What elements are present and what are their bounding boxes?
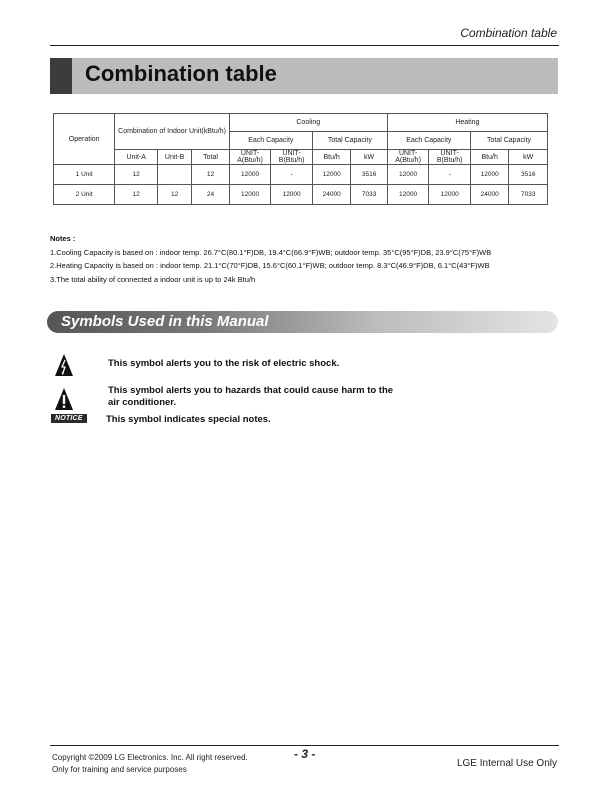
note-item: 2.Heating Capacity is based on : indoor temp. 21.1°C(70°F)DB, 15.6°C(60.1°F)WB; outdoor temp. 8.3°C(46.9°F)DB, 6.1°C(43°F)WB [50, 261, 490, 270]
cell-total: 12 [192, 165, 229, 185]
hazard-text-line2: air conditioner. [108, 397, 177, 408]
hazard-symbol-text [108, 385, 393, 409]
header-operation: Operation [54, 114, 115, 165]
cell-cooling-btuh: 12000 [312, 165, 350, 185]
cell-heating-kw: 7033 [509, 185, 548, 205]
cell-cooling-unit-a: 12000 [229, 185, 271, 205]
cell-unit-a: 12 [115, 165, 158, 185]
symbols-heading-bar [47, 311, 558, 333]
electric-shock-warning-icon [55, 354, 73, 381]
cell-heating-unit-a: 12000 [387, 185, 429, 205]
subheader-heating-unit-b: UNIT-B(Btu/h) [429, 150, 471, 165]
header-combination: Combination of Indoor Unit(kBtu/h) [115, 114, 229, 150]
header-cooling-total-capacity: Total Capacity [312, 132, 387, 150]
header-divider [50, 45, 559, 46]
title-accent-block [50, 58, 72, 94]
cell-total: 24 [192, 185, 229, 205]
table-row [54, 165, 548, 185]
cell-cooling-unit-b: 12000 [271, 185, 313, 205]
cell-heating-unit-b: 12000 [429, 185, 471, 205]
training-text: Only for training and service purposes [52, 765, 187, 774]
cell-cooling-unit-a: 12000 [229, 165, 271, 185]
shock-symbol-text: This symbol alerts you to the risk of electric shock. [108, 358, 340, 369]
cell-heating-kw: 3516 [509, 165, 548, 185]
notice-badge: NOTICE [51, 414, 87, 423]
cell-heating-unit-a: 12000 [387, 165, 429, 185]
internal-use-label: LGE Internal Use Only [456, 758, 557, 769]
cell-unit-b [157, 165, 191, 185]
subheader-unit-a: Unit-A [115, 150, 158, 165]
cell-operation: 2 Unit [54, 185, 115, 205]
cell-heating-unit-b: - [429, 165, 471, 185]
page-number: - 3 - [294, 747, 316, 761]
symbols-heading: Symbols Used in this Manual [61, 313, 269, 330]
subheader-unit-b: Unit-B [157, 150, 191, 165]
note-item: 3.The total ability of connected a indoor unit is up to 24k Btu/h [50, 274, 256, 284]
cell-heating-btuh: 24000 [470, 185, 508, 205]
cell-cooling-kw: 3516 [351, 165, 387, 185]
header-heating-total-capacity: Total Capacity [470, 132, 547, 150]
cell-cooling-unit-b: - [271, 165, 313, 185]
header-heating-each-capacity: Each Capacity [387, 132, 470, 150]
cell-unit-b: 12 [157, 185, 191, 205]
subheader-heating-unit-a: UNIT-A(Btu/h) [387, 150, 429, 165]
subheader-cooling-unit-b: UNIT-B(Btu/h) [271, 150, 313, 165]
footer-divider [50, 745, 559, 746]
cell-heating-btuh: 12000 [470, 165, 508, 185]
header-cooling-each-capacity: Each Capacity [229, 132, 312, 150]
copyright-text: Copyright ©2009 LG Electronics. Inc. All right reserved. [52, 753, 248, 762]
header-section-title: Combination table [460, 26, 557, 40]
header-heating: Heating [387, 114, 547, 132]
notes-block [50, 232, 491, 286]
cell-cooling-btuh: 24000 [312, 185, 350, 205]
table-row [54, 185, 548, 205]
exclamation-warning-icon [55, 388, 73, 415]
notes-label: Notes : [50, 234, 76, 243]
page-title: Combination table [85, 61, 277, 86]
notice-symbol-text: This symbol indicates special notes. [106, 414, 271, 425]
cell-operation: 1 Unit [54, 165, 115, 185]
subheader-heating-kw: kW [509, 150, 548, 165]
cell-cooling-kw: 7033 [351, 185, 387, 205]
combination-table [53, 113, 548, 205]
note-item: 1.Cooling Capacity is based on : indoor temp. 26.7°C(80.1°F)DB, 19.4°C(66.9°F)WB; outdoor temp. 35°C(95°F)DB, 23.9°C(75°F)WB [50, 247, 492, 257]
page-title-bar [50, 58, 558, 94]
subheader-total: Total [192, 150, 229, 165]
subheader-cooling-btuh: Btu/h [312, 150, 350, 165]
hazard-text-line1: This symbol alerts you to hazards that could cause harm to the [108, 385, 394, 396]
cell-unit-a: 12 [115, 185, 158, 205]
footer-copyright-block [52, 752, 248, 776]
header-cooling: Cooling [229, 114, 387, 132]
subheader-cooling-kw: kW [351, 150, 387, 165]
subheader-cooling-unit-a: UNIT-A(Btu/h) [229, 150, 271, 165]
subheader-heating-btuh: Btu/h [470, 150, 508, 165]
